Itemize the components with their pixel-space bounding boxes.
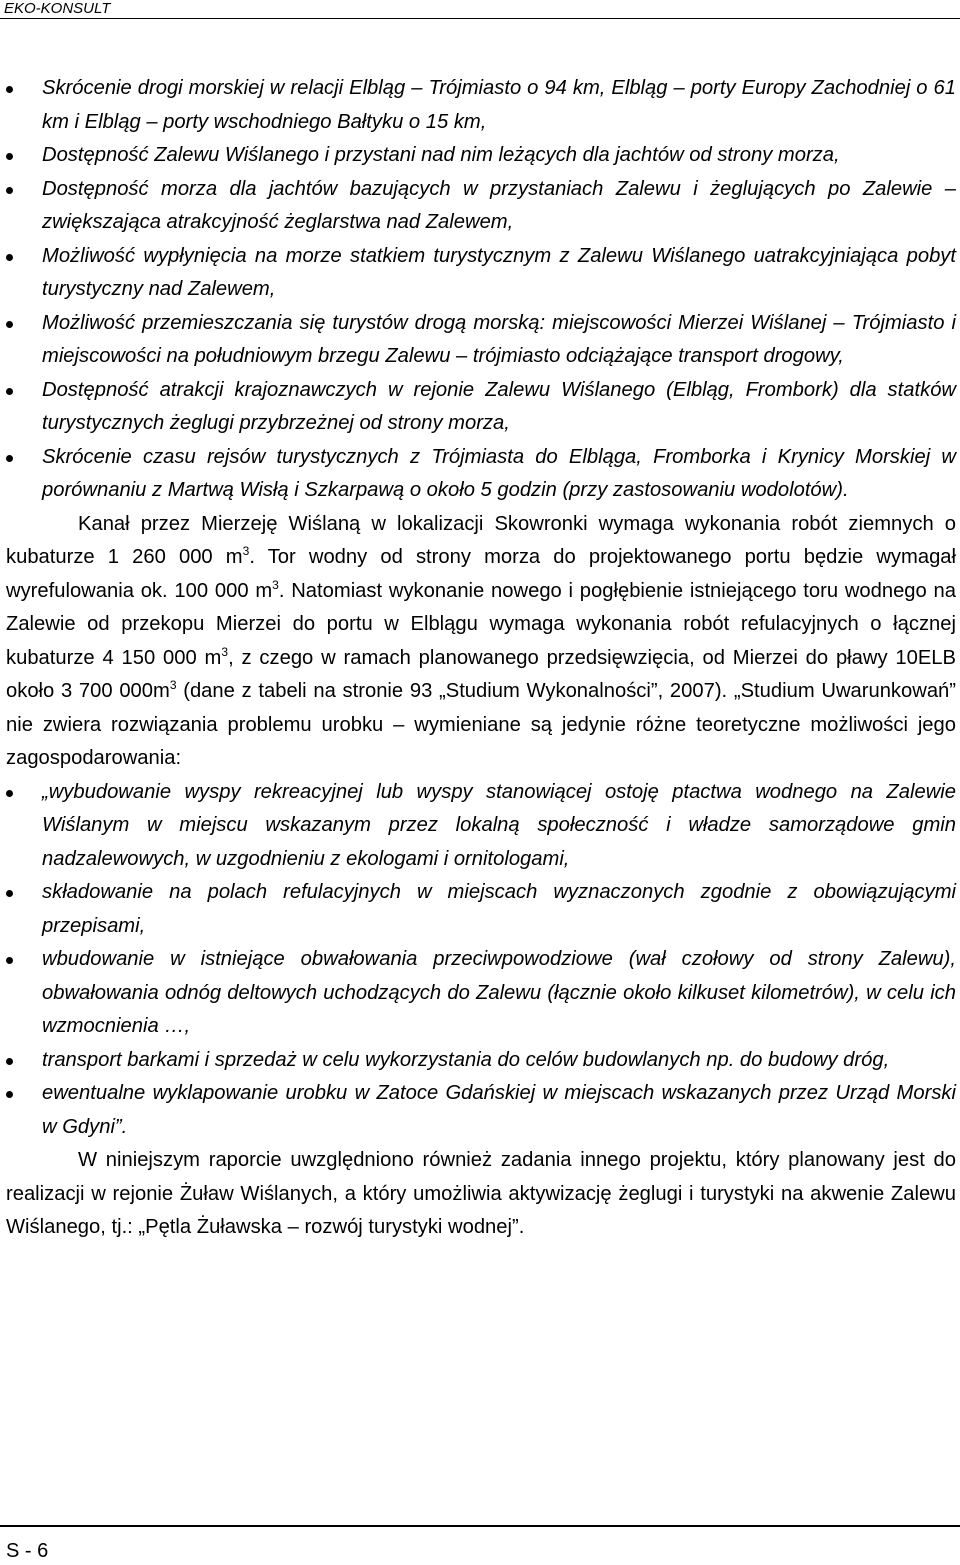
bullet-icon: [6, 86, 13, 93]
bullet-icon: [6, 187, 13, 194]
list-item: Możliwość przemieszczania się turystów drogą morską: miejscowości Mierzei Wiślanej – Trójmiasto i miejscowości na południowym brzegu Zalewu – trójmiasto odciążające transport drogowy,: [6, 307, 956, 374]
page-header: [0, 0, 960, 22]
bullet-icon: [6, 153, 13, 160]
page-number: S - 6: [6, 1540, 49, 1562]
bullet-icon: [6, 455, 13, 462]
bullet-icon: [6, 790, 13, 797]
list-item: Skrócenie czasu rejsów turystycznych z Trójmiasta do Elbląga, Fromborka i Krynicy Morskiej w porównaniu z Martwą Wisłą i Szkarpawą o około 5 godzin (przy zastosowaniu wodolotów).: [6, 441, 956, 508]
spoil-options-list: [6, 776, 956, 1145]
footer-rule: [0, 1525, 960, 1527]
bullet-icon: [6, 890, 13, 897]
bullet-icon: [6, 254, 13, 261]
header-rule: [0, 18, 960, 19]
bullet-icon: [6, 1091, 13, 1098]
list-item: Możliwość wypłynięcia na morze statkiem turystycznym z Zalewu Wiślanego uatrakcyjniająca pobyt turystyczny nad Zalewem,: [6, 240, 956, 307]
paragraph-dredging: Kanał przez Mierzeję Wiślaną w lokalizacji Skowronki wymaga wykonania robót ziemnych o kubaturze 1 260 000 $m^3$. Tor wodny od strony morza do projektowanego portu będzie wymagał wyrefulowania ok. 100 000 $m^3$. Natomiast wykonanie nowego i pogłębienie istniejącego toru wodnego na Zalewie od przekopu Mierzei do portu w Elblągu wymaga wykonania robót refulacyjnych o łącznej kubaturze 4 150 000 $m^3$, z czego w ramach planowanego przedsięwzięcia, od Mierzei do pławy 10ELB około 3 700 $000m^3$ (dane z tabeli na stronie 93 „Studium Wykonalności”, 2007). „Studium Uwarunkowań” nie zwiera rozwiązania problemu urobku – wymieniane są jedynie różne teoretyczne możliwości jego zagospodarowania:: [6, 512, 957, 769]
list-item: Dostępność morza dla jachtów bazujących w przystaniach Zalewu i żeglujących po Zalewie – zwiększająca atrakcyjność żeglarstwa nad Zalewem,: [6, 173, 956, 240]
page-footer: [0, 1525, 960, 1565]
bullet-icon: [6, 1058, 13, 1065]
header-label: EKO-KONSULT: [4, 0, 111, 17]
list-item: ewentualne wyklapowanie urobku w Zatoce Gdańskiej w miejscach wskazanych przez Urząd Morski w Gdyni”.: [6, 1077, 956, 1144]
document-body: [6, 72, 956, 1245]
benefits-list: [6, 72, 956, 508]
list-item: Dostępność atrakcji krajoznawczych w rejonie Zalewu Wiślanego (Elbląg, Frombork) dla statków turystycznych żeglugi przybrzeżnej od strony morza,: [6, 374, 956, 441]
list-item: wbudowanie w istniejące obwałowania przeciwpowodziowe (wał czołowy od strony Zalewu), obwałowania odnóg deltowych uchodzących do Zalewu (łącznie około kilkuset kilometrów), w celu ich wzmocnienia …,: [6, 943, 956, 1044]
list-item: transport barkami i sprzedaż w celu wykorzystania do celów budowlanych np. do budowy dróg,: [6, 1044, 956, 1078]
list-item: „wybudowanie wyspy rekreacyjnej lub wyspy stanowiącej ostoję ptactwa wodnego na Zalewie Wiślanym w miejscu wskazanym przez lokalną społeczność i władze samorządowe gmin nadzalewowych, w uzgodnieniu z ekologami i ornitologami,: [6, 776, 956, 877]
bullet-icon: [6, 388, 13, 395]
list-item: Dostępność Zalewu Wiślanego i przystani nad nim leżących dla jachtów od strony morza,: [6, 139, 956, 173]
paragraph-report-scope: W niniejszym raporcie uwzględniono również zadania innego projektu, który planowany jest do realizacji w rejonie Żuław Wiślanych, a który umożliwia aktywizację żeglugi i turystyki na akwenie Zalewu Wiślanego, tj.: „Pętla Żuławska – rozwój turystyki wodnej”.: [6, 1149, 956, 1238]
bullet-icon: [6, 321, 13, 328]
list-item: składowanie na polach refulacyjnych w miejscach wyznaczonych zgodnie z obowiązującymi przepisami,: [6, 876, 956, 943]
list-item: Skrócenie drogi morskiej w relacji Elbląg – Trójmiasto o 94 km, Elbląg – porty Europy Zachodniej o 61 km i Elbląg – porty wschodniego Bałtyku o 15 km,: [6, 72, 956, 139]
bullet-icon: [6, 957, 13, 964]
